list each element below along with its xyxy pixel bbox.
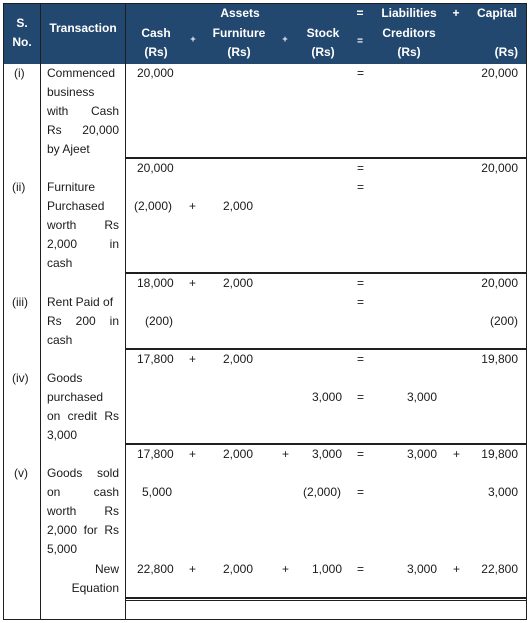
final-plus-3: + [453, 562, 461, 576]
header-furniture-label: Furniture [212, 26, 266, 40]
row1-description [47, 64, 119, 159]
header-stock-label: Stock [306, 26, 340, 40]
row1-sno: (i) [14, 66, 25, 80]
final-capital: 22,800 [481, 562, 518, 576]
row1-eq: = [357, 66, 365, 80]
row2-sno: (ii) [12, 180, 26, 194]
header-creditors [368, 24, 450, 62]
final-plus-1: + [189, 562, 197, 576]
row4-eq: = [357, 390, 365, 404]
row1-text-line: business [47, 85, 95, 99]
row2-furniture: 2,000 [223, 199, 254, 213]
row5-bal-furniture: 2,000 [223, 447, 254, 461]
row4-bal-capital: 19,800 [481, 352, 518, 366]
header-capital-unit: (Rs) [494, 45, 518, 59]
row3-text-line: Rs 200 in [47, 314, 119, 328]
row5-text-line: on cash [47, 485, 119, 499]
final-label-equation: Equation [71, 581, 119, 595]
row4-bal-eq: = [357, 352, 365, 366]
row5-bal-cash: 17,800 [137, 447, 174, 461]
final-plus-2: + [282, 562, 290, 576]
row3-bal-eq: = [357, 276, 365, 290]
row5-bal-plus-3: + [453, 447, 461, 461]
row4-text-line: 3,000 [47, 428, 78, 442]
row2-bal-eq: = [357, 161, 365, 175]
row2-description [47, 178, 119, 273]
row4-bal-plus: + [189, 352, 197, 366]
header-creditors-unit: (Rs) [397, 45, 421, 59]
row3-capital: (200) [489, 314, 518, 328]
header-furniture-unit: (Rs) [227, 45, 251, 59]
row4-bal-cash: 17,800 [137, 352, 174, 366]
row3-bal-plus: + [189, 276, 197, 290]
row3-bal-furniture: 2,000 [223, 276, 254, 290]
row3-bal-capital: 20,000 [481, 276, 518, 290]
border-bottom [3, 619, 527, 620]
row3-text-line: cash [47, 333, 73, 347]
row2-text-line: Purchased [47, 199, 105, 213]
row2-text-line: cash [47, 256, 73, 270]
header-sno [4, 4, 40, 64]
row3-sno: (iii) [12, 295, 28, 309]
row5-description [47, 464, 119, 559]
final-eq: = [357, 562, 365, 576]
row5-eq: = [357, 485, 365, 499]
final-stock: 1,000 [312, 562, 343, 576]
final-furniture: 2,000 [223, 562, 254, 576]
border-transaction [125, 3, 126, 620]
row1-cash: 20,000 [137, 66, 174, 80]
header-stock [294, 24, 352, 62]
header-plus-2: + [282, 34, 288, 44]
header-cash-unit: (Rs) [144, 45, 168, 59]
row-divider-5b [125, 600, 527, 601]
header-creditors-label: Creditors [382, 26, 436, 40]
row2-bal-cash: 20,000 [137, 161, 174, 175]
row1-text-line: Rs 20,000 [47, 123, 119, 137]
row4-stock: 3,000 [312, 390, 343, 404]
row5-cash: 5,000 [142, 485, 173, 499]
header-assets: Assets [220, 6, 260, 20]
header-eq: = [356, 6, 364, 20]
header-plus-1: + [190, 34, 196, 44]
row5-bal-eq: = [357, 447, 365, 461]
row5-text-line: worth Rs [47, 504, 119, 518]
row3-description [47, 293, 119, 350]
row4-creditors: 3,000 [407, 390, 438, 404]
row5-bal-stock: 3,000 [312, 447, 343, 461]
row5-text-line: 5,000 [47, 542, 78, 556]
row2-eq: = [357, 180, 365, 194]
row4-sno: (iv) [12, 371, 29, 385]
row4-text-line: on credit Rs [47, 409, 119, 423]
header-eq-2: = [357, 36, 363, 47]
row5-sno: (v) [14, 466, 28, 480]
row3-bal-cash: 18,000 [137, 276, 174, 290]
row1-text-line: Commenced [47, 66, 116, 80]
header-top-band [126, 4, 526, 24]
header-plus: + [452, 6, 460, 20]
row1-capital: 20,000 [481, 66, 518, 80]
row2-text-line: worth Rs [47, 218, 119, 232]
row4-text-line: Goods [47, 371, 83, 385]
row5-bal-capital: 19,800 [481, 447, 518, 461]
row4-text-line: purchased [47, 390, 104, 404]
row5-capital: 3,000 [487, 485, 518, 499]
row1-text-line: with Cash [47, 104, 119, 118]
border-sno [40, 3, 41, 620]
header-stock-unit: (Rs) [311, 45, 335, 59]
row5-text-line: Goods sold [47, 466, 119, 480]
header-capital: Capital [476, 6, 517, 20]
final-cash: 22,800 [137, 562, 174, 576]
header-cash-label: Cash [141, 26, 171, 40]
border-right [526, 3, 527, 620]
border-left [3, 3, 4, 620]
row4-description [47, 369, 119, 445]
header-sno-line2: No. [12, 35, 32, 49]
row-divider-5 [125, 597, 527, 599]
row2-text-line: Furniture [47, 180, 96, 194]
header-liabilities: Liabilities [381, 6, 437, 20]
row5-text-line: 2,000 for Rs [47, 523, 119, 537]
final-creditors: 3,000 [407, 562, 438, 576]
final-label-new: New [94, 562, 119, 576]
row2-plus: + [189, 199, 197, 213]
row5-bal-creditors: 3,000 [407, 447, 438, 461]
row2-cash: (2,000) [134, 199, 173, 213]
row4-bal-furniture: 2,000 [223, 352, 254, 366]
row3-cash: (200) [145, 314, 174, 328]
row2-text-line: 2,000 in [47, 237, 119, 251]
row1-text-line: by Ajeet [47, 142, 90, 156]
header-furniture [200, 24, 278, 62]
row5-bal-plus-1: + [189, 447, 197, 461]
row3-eq: = [357, 295, 365, 309]
header-cash [126, 24, 186, 62]
row5-stock: (2,000) [303, 485, 342, 499]
header-transaction-label: Transaction [49, 21, 117, 35]
row2-bal-capital: 20,000 [481, 161, 518, 175]
row5-bal-plus-2: + [282, 447, 290, 461]
header-transaction [41, 4, 125, 64]
row3-text-line: Rent Paid of [47, 295, 114, 309]
border-top [3, 3, 527, 4]
header-sno-line1: S. [16, 16, 28, 30]
